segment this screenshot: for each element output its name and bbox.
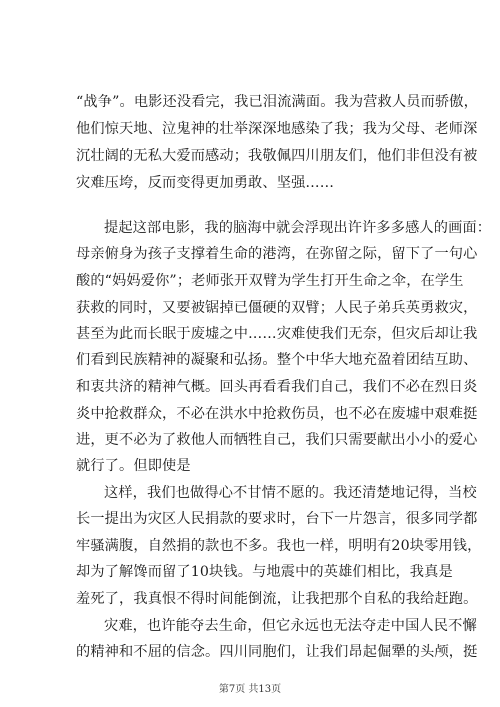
- text-line: 的精神和不屈的信念。四川同胞们，让我们昂起倔犟的头颅，挺: [76, 644, 478, 660]
- text-line: 获救的同时，又要被锯掉已僵硬的双臂；人民子弟兵英勇救灾，: [76, 300, 478, 316]
- text-line: 灾难，也许能夺去生命，但它永远也无法夺走中国人民不懈: [104, 618, 477, 634]
- text-line: 沉壮阔的无私大爱而感动；我敬佩四川朋友们，他们非但没有被: [76, 148, 478, 164]
- text-line: 羞死了，我真恨不得时间能倒流，让我把那个自私的我给赶跑。: [76, 591, 478, 607]
- text-line: 这样，我们也做得心不甘情不愿的。我还清楚地记得，当校: [104, 485, 477, 501]
- text-line: 们看到民族精神的凝聚和弘扬。整个中华大地充盈着团结互助、: [76, 352, 478, 368]
- text-line: 他们惊天地、泣鬼神的壮举深深地感染了我；我为父母、老师深: [76, 121, 478, 137]
- text-line: 酸的“妈妈爱你”；老师张开双臂为学生打开生命之伞，在学生: [76, 273, 464, 289]
- text-line: 提起这部电影，我的脑海中就会浮现出许许多多感人的画面：: [104, 220, 492, 236]
- text-line: 就行了。但即使是: [76, 458, 191, 474]
- text-line: 牢骚满腹，自然捐的款也不多。我也一样，明明有20块零用钱，: [76, 538, 482, 554]
- text-line: 却为了解馋而留了10块钱。与地震中的英雄们相比，我真是: [76, 564, 453, 580]
- page-number: 第7页 共13页: [218, 684, 282, 695]
- text-line: 灾难压垮，反而变得更加勇敢、坚强……: [76, 175, 335, 191]
- text-line: 长一提出为灾区人民捐款的要求时，台下一片怨言，很多同学都: [76, 511, 478, 527]
- text-line: 炎中抢救群众，不必在洪水中抢救伤员，也不必在废墟中艰难挺: [76, 406, 478, 422]
- text-line: 甚至为此而长眠于废墟之中……灾难使我们无奈，但灾后却让我: [76, 326, 478, 342]
- text-line: 进，更不必为了救他人而牺牲自己，我们只需要献出小小的爱心: [76, 432, 478, 448]
- text-line: 母亲俯身为孩子支撑着生命的港湾，在弥留之际，留下了一句心: [76, 246, 478, 262]
- text-line: 和衷共济的精神气概。回头再看看我们自己，我们不必在烈日炎: [76, 379, 478, 395]
- text-line: “战争”。电影还没看完，我已泪流满面。我为营救人员而骄傲，: [76, 94, 478, 110]
